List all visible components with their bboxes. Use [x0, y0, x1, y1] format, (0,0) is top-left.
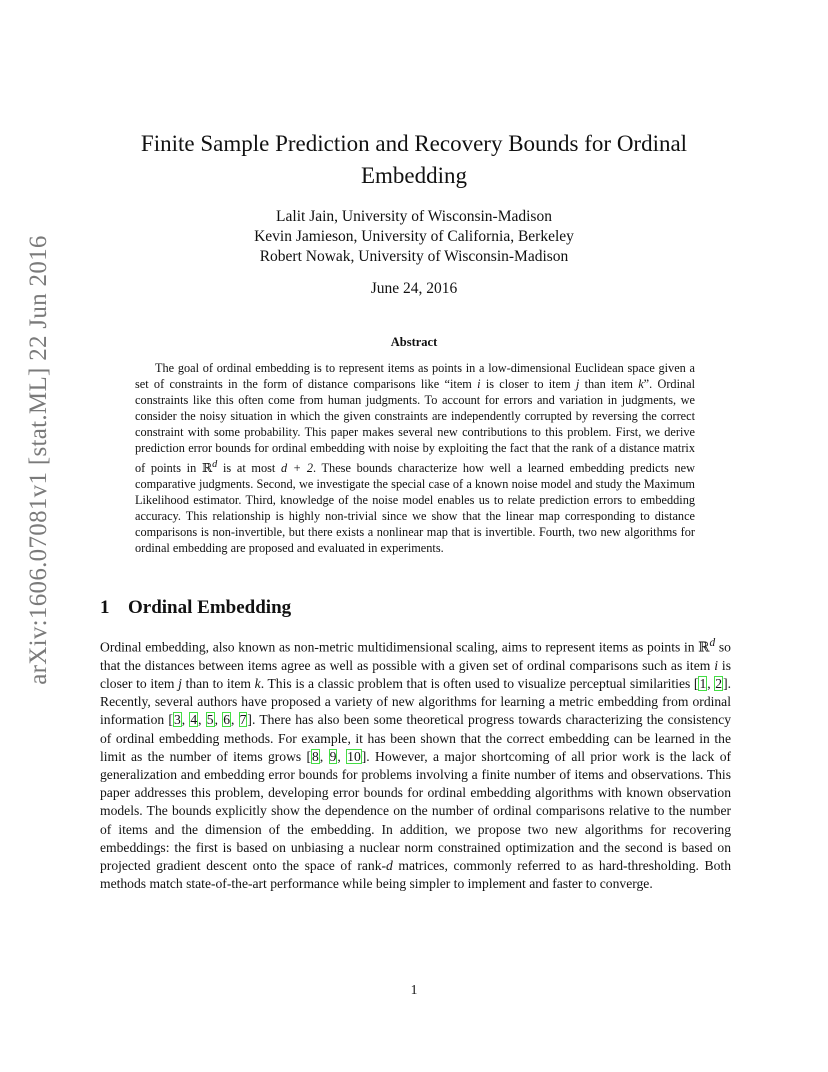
abstract-text: The goal of ordinal embedding is to represent items as points in a low-dimensional Euclidean space given a set of constraints in the form of distance comparisons like “item — [135, 361, 695, 392]
citation-link[interactable]: 8 — [312, 748, 319, 764]
citation-link[interactable]: 10 — [347, 748, 361, 764]
author-line: Kevin Jamieson, University of California, Berkeley — [254, 228, 574, 245]
math-superscript: d — [709, 637, 716, 649]
abstract-text: . These bounds characterize how well a learned embedding predicts new comparative judgments. Second, we investigate the special case of a known noise model and study the Maximum Likelihood estimator. Third, knowledge of the noise model enables us to relate prediction errors to embedding accuracy. This relationship is highly non-trivial since we show that the linear map corresponding to distance comparisons is non-invertible, but there exists a nonlinear map that is invertible. Fourth, two new algorithms for ordinal embedding are proposed and evaluated in experiments. — [135, 460, 695, 556]
body-text: ]. There has also been some theoretical progress towards characterizing the consistency of ordinal embedding methods. For example, it has been shown that the correct embedding can be learned in the limit as the number of items grows [ — [100, 712, 732, 764]
author-line: Lalit Jain, University of Wisconsin-Madison — [276, 208, 552, 225]
citation-link[interactable]: 2 — [715, 675, 723, 691]
page-number: 1 — [410, 982, 418, 997]
arxiv-identifier-stamp: arXiv:1606.07081v1 [stat.ML] 22 Jun 2016 — [25, 235, 52, 685]
body-text: ]. Recently, several authors have proposed a variety of new algorithms for learning a metric embedding from ordinal information [ — [100, 675, 732, 728]
math-real-space: ℝ — [201, 460, 213, 475]
citation-link[interactable]: 7 — [239, 712, 247, 728]
body-text: is closer to item — [100, 657, 731, 691]
citation-link[interactable]: 5 — [206, 712, 214, 728]
math-expression: d + 2 — [281, 460, 313, 475]
abstract-heading: Abstract — [390, 335, 438, 349]
citation-link[interactable]: 9 — [329, 748, 337, 764]
math-superscript: d — [212, 458, 218, 470]
math-variable: k — [638, 377, 644, 392]
math-variable: j — [178, 675, 182, 691]
body-text: than to item — [181, 675, 255, 691]
body-text: so that the distances between items agree as well as possible with a given set of ordinal comparisons such as item — [100, 639, 731, 673]
section-title: Ordinal Embedding — [128, 597, 292, 618]
section-heading — [100, 596, 728, 620]
abstract-text: ”. Ordinal constraints like this often come from human judgments. To account for errors and variation in judgments, we consider the noisy situation in which the given constraints are independently corrupted by reversing the correct constraint with some probability. This paper makes several new contributions to this problem. First, we derive prediction error bounds for ordinal embedding with noise by exploiting the fact that the rank of a distance matrix of points in — [135, 377, 696, 475]
math-variable: j — [575, 377, 580, 392]
citation-link[interactable]: 4 — [190, 712, 198, 728]
math-variable: k — [254, 675, 261, 691]
abstract-text: than item — [579, 377, 639, 392]
citation-link[interactable]: 1 — [699, 675, 707, 691]
math-variable: i — [714, 657, 719, 673]
math-real-space: ℝ — [698, 639, 710, 655]
body-text: Ordinal embedding, also known as non-metric multidimensional scaling, aims to represent items as points in — [100, 639, 699, 655]
abstract-text: is at most — [217, 460, 282, 475]
citation-link[interactable]: 6 — [223, 712, 230, 728]
abstract-paragraph — [135, 360, 695, 556]
paper-title: Finite Sample Prediction and Recovery Bounds for Ordinal Embedding — [140, 131, 688, 188]
author-list — [100, 207, 728, 267]
body-paragraph: Ordinal embedding, also known as non-metric multidimensional scaling, aims to represent items as points in ℝ$^d$ so that the distances between items agree as well as possible with a given set of ordinal comparisons such as item i is closer to item j than to item k. This is a classic problem that is often used to visualize perceptual similarities [1, 2]. Recently, several authors have proposed a variety of new algorithms for learning a metric embedding from ordinal information [3, 4, 5, 6, 7]. There has also been some theoretical progress towards characterizing the consistency of ordinal embedding methods. For example, it has been shown that the correct embedding can be learned in the limit as the number of items grows [8, 9, 10]. However, a major shortcoming of all prior work is the lack of generalization and embedding error bounds for problems involving a finite number of items and observations. This paper addresses this problem, developing error bounds for ordinal embedding algorithms with known observation models. The bounds explicitly show the dependence on the number of ordinal comparisons relative to the number of items and the dimension of the embedding. In addition, we propose two new algorithms for recovering embeddings: the first is based on unbiasing a nuclear norm constrained optimization and the second is based on projected gradient descent onto the space of rank-d matrices, commonly referred to as hard-thresholding. Both methods match state-of-the-art performance while being simpler to implement and faster to converge. — [100, 637, 732, 892]
abstract-text: is closer to item — [480, 377, 576, 392]
math-variable: i — [477, 377, 481, 392]
author-line: Robert Nowak, University of Wisconsin-Madison — [259, 248, 569, 265]
body-text: ]. However, a major shortcoming of all prior work is the lack of generalization and embedding error bounds for problems involving a finite number of items and observations. This paper addresses this problem, developing error bounds for ordinal embedding algorithms with known observation models. The bounds explicitly show the dependence on the number of ordinal comparisons relative to the number of items and the dimension of the embedding. In addition, we propose two new algorithms for recovering embeddings: the first is based on unbiasing a nuclear norm constrained optimization and the second is based on projected gradient descent onto the space of rank- — [100, 748, 732, 873]
citation-link[interactable]: 3 — [173, 712, 181, 728]
body-text: matrices, commonly referred to as hard-thresholding. Both methods match state-of-the-art performance while being simpler to implement and faster to converge. — [100, 857, 731, 892]
math-variable: d — [386, 857, 393, 873]
paper-date: June 24, 2016 — [370, 280, 458, 297]
section-number: 1 — [100, 597, 110, 618]
body-text: . This is a classic problem that is often used to visualize perceptual similarities [ — [260, 675, 699, 691]
